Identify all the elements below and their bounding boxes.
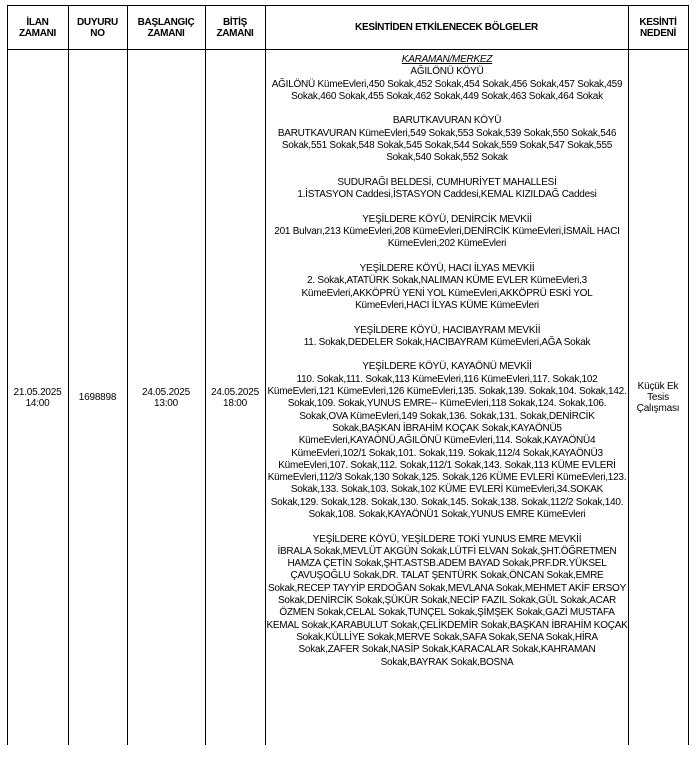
region-title: YEŞİLDERE KÖYÜ, HACIBAYRAM MEVKİİ [353,324,541,336]
outage-table [7,5,689,745]
region-group [266,66,628,103]
header-row [7,6,689,50]
region-title: YEŞİLDERE KÖYÜ, YEŞİLDERE TOKİ YUNUS EMRE MEVKİİ [312,533,582,545]
cell-duyuru-no: 1698898 [78,392,117,403]
header-kesinti-nedeni: KESİNTİ NEDENİ [639,16,677,39]
region-title: YEŞİLDERE KÖYÜ, KAYAÖNÜ MEVKİİ [362,361,532,373]
region-streets: AĞILÖNÜ KümeEvleri,450 Sokak,452 Sokak,454 Sokak,456 Sokak,457 Sokak,459 Sokak,460 Sokak,455 Sokak,462 Sokak,449 Sokak,463 Sokak,464 Sokak [271,78,623,102]
region-group [266,177,628,202]
region-streets: BARUTKAVURAN KümeEvleri,549 Sokak,553 Sokak,539 Sokak,550 Sokak,546 Sokak,551 Sokak,548 Sokak,545 Sokak,544 Sokak,559 Sokak,547 Sokak,555 Sokak,540 Sokak,552 Sokak [277,127,617,164]
region-group [266,361,628,521]
header-ilan-zamani: İLAN ZAMANI [18,16,57,39]
header-baslangic-zamani: BAŞLANGIÇ ZAMANI [137,16,195,39]
col-border [688,6,689,745]
city-name: KARAMAN/MERKEZ [401,54,493,65]
region-streets: 1.İSTASYON Caddesi,İSTASYON Caddesi,KEMAL KIZILDAĞ Caddesi [297,189,597,201]
region-title: BARUTKAVURAN KÖYÜ [392,115,502,127]
region-group [266,325,628,350]
header-bitis-zamani: BİTİŞ ZAMANI [216,16,254,39]
header-duyuru-no: DUYURU NO [77,16,118,39]
region-title: YEŞİLDERE KÖYÜ, HACI İLYAS MEVKİİ [359,263,535,275]
region-group [266,263,628,312]
region-title: AĞILÖNÜ KÖYÜ [410,66,484,78]
region-streets: İBRALA Sokak,MEVLÜT AKGÜN Sokak,LÜTFİ ELVAN Sokak,ŞHT.ÖĞRETMEN HAMZA ÇETİN Sokak,ŞHT.ASTSB.ADEM BAYAD Sokak,PRF.DR.YÜKSEL ÇAVUŞOĞLU Sokak,DR. TALAT ŞENTÜRK Sokak,ÖNCAN Sokak,EMRE Sokak,RECEP TAYYİP ERDOĞAN Sokak,MEVLANA Sokak,MEHMET AKİF ERSOY Sokak,DENİRCİK Sokak,ŞÜKÜR Sokak,NECİP FAZIL Sokak,GÜL Sokak,ACAR ÖZMEN Sokak,CELAL Sokak,TUNÇEL Sokak,ŞİMŞEK Sokak,GAZİ MUSTAFA KEMAL Sokak,KARABULUT Sokak,ÇELİKDEMİR Sokak,BAŞKAN İBRAHİM KOÇAK Sokak,KÜLLİYE Sokak,MERVE Sokak,SAFA Sokak,SENA Sokak,HİRA Sokak,ZAFER Sokak,NASİP Sokak,KARACALAR Sokak,KAHRAMAN Sokak,BAYRAK Sokak,BOSNA [266,545,628,668]
cell-bitis-zamani: 24.05.2025 18:00 [210,386,260,409]
region-group [266,214,628,251]
region-title: YEŞİLDERE KÖYÜ, DENİRCİK MEVKİİ [362,213,532,225]
region-group [266,115,628,164]
cell-kesinti-nedeni: Küçük Ek Tesis Çalışması [636,381,680,414]
region-streets: 110. Sokak,111. Sokak,113 KümeEvleri,116 KümeEvleri,117. Sokak,102 KümeEvleri,121 KümeEvleri,126 KümeEvleri,135. Sokak,139. Sokak,104. Sokak,142. Sokak,109. Sokak,YUNUS EMRE-- KümeEvleri,118 Sokak,124. Sokak,106. Sokak,OVA KümeEvleri,149 Sokak,136. Sokak,131. Sokak,DENİRCİK Sokak,BAŞKAN İBRAHİM KOÇAK Sokak,KAYAÖNÜ5 KümeEvleri,KAYAÖNÜ,AĞILÖNÜ KümeEvleri,114. Sokak,KAYAÖNÜ4 KümeEvleri,102/1 Sokak,101. Sokak,119. Sokak,112/4 Sokak,KAYAÖNÜ3 KümeEvleri,107. Sokak,112. Sokak,112/1 Sokak,143. Sokak,113 KÜME EVLERİ KümeEvleri,112/3 Sokak,130 Sokak,125. Sokak,126 KÜME EVLERİ KümeEvleri,123. Sokak,133. Sokak,103. Sokak,102 KÜME EVLERİ KümeEvleri,34.SOKAK Sokak,129. Sokak,128. Sokak,130. Sokak,145. Sokak,138. Sokak,112/2 Sokak,140. Sokak,108. Sokak,KAYAÖNÜ1 Sokak,YUNUS EMRE KümeEvleri [267,373,627,520]
header-bolgeler: KESİNTİDEN ETKİLENECEK BÖLGELER [355,22,538,33]
region-group [266,534,628,669]
region-streets: 2. Sokak,ATATÜRK Sokak,NALIMAN KÜME EVLER KümeEvleri,3 KümeEvleri,AKKÖPRÜ YENİ YOL KümeEvleri,AKKÖPRÜ ESKİ YOL KümeEvleri,HACI İLYAS KÜME KümeEvleri [301,275,593,311]
affected-regions [266,54,628,681]
cell-ilan-zamani: 21.05.2025 14:00 [13,386,62,409]
region-title: SUDURAĞI BELDESİ, CUMHURİYET MAHALLESİ [337,176,557,188]
cell-baslangic-zamani: 24.05.2025 13:00 [141,386,191,409]
region-streets: 11. Sokak,DEDELER Sokak,HACIBAYRAM KümeEvleri,AĞA Sokak [303,336,591,348]
region-streets: 201 Bulvarı,213 KümeEvleri,208 KümeEvleri,DENİRCİK KümeEvleri,İSMAİL HACI KümeEvleri,202 KümeEvleri [274,226,620,250]
